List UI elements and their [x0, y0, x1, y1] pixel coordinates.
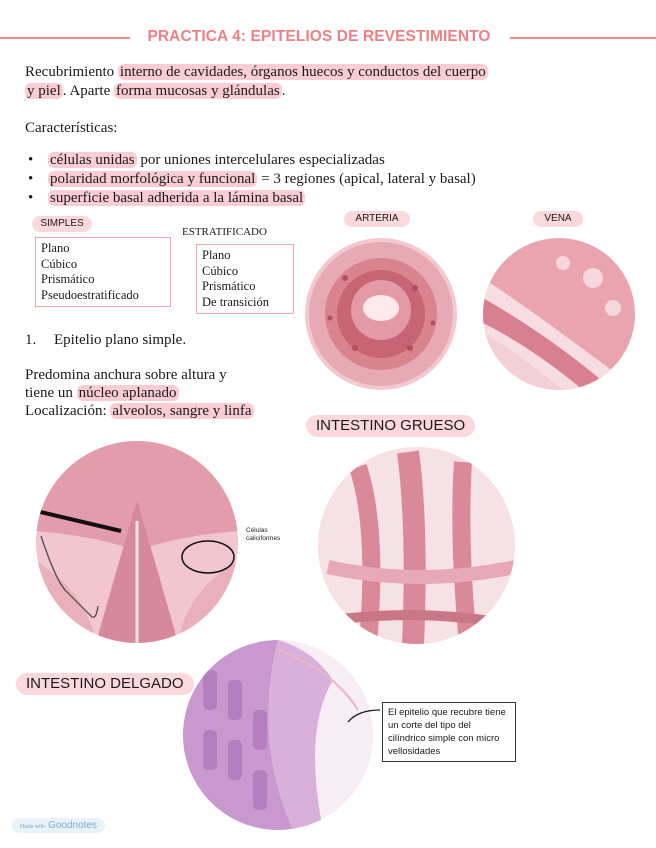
title-rule-left — [0, 37, 130, 39]
arteria-micrograph — [305, 238, 457, 390]
arteria-label: ARTERIA — [344, 211, 410, 227]
description-text: Localización: — [25, 403, 111, 419]
plano-simple-heading — [25, 331, 186, 350]
list-item: Pseudoestratificado — [41, 287, 139, 302]
list-item: Cúbico — [202, 263, 239, 278]
caracteristicas-heading: Características: — [25, 120, 118, 136]
list-item: Plano — [41, 241, 70, 255]
estratificado-label: ESTRATIFICADO — [182, 226, 267, 238]
intestino-delgado-micrograph — [183, 640, 373, 830]
list-item: Plano — [202, 248, 231, 262]
micrograph-left — [36, 441, 238, 643]
intro-highlight-3: forma mucosas y glándulas — [115, 83, 280, 99]
epitelio-note: El epitelio que recubre tiene un corte del tipo del cilíndrico simple con micro vellosidades — [382, 702, 516, 762]
pointer-arrow-icon — [346, 706, 386, 726]
list-item: Cúbico — [41, 256, 78, 271]
simples-label: SIMPLES — [32, 216, 92, 232]
vena-micrograph — [483, 238, 635, 390]
page-title: PRACTICA 4: EPITELIOS DE REVESTIMIENTO — [147, 28, 491, 45]
bullet-highlight: células unidas — [50, 152, 135, 168]
title-rule-right — [510, 37, 656, 39]
list-item: Prismático — [202, 279, 256, 293]
intro-text-3: . — [281, 83, 286, 99]
heading-number: 1. — [25, 332, 37, 348]
caracteristicas-list — [22, 151, 476, 208]
bullet-highlight: superficie basal adherida a la lámina basal — [50, 190, 304, 206]
simples-box — [35, 237, 171, 307]
list-item: De transición — [202, 294, 269, 309]
description-line: Predomina anchura sobre altura y — [25, 367, 227, 383]
list-item — [22, 189, 476, 208]
bullet-highlight: polaridad morfológica y funcional — [50, 171, 256, 187]
plano-simple-description — [25, 366, 315, 420]
description-highlight: alveolos, sangre y linfa — [112, 403, 252, 419]
intro-text-1: Recubrimiento — [25, 64, 118, 80]
watermark-small-text: Made with — [20, 824, 46, 830]
celulas-caliciformes-label: Células caliciformes — [246, 527, 281, 542]
intro-highlight-1: interno de cavidades, órganos huecos y conductos del cuerpo — [119, 64, 486, 80]
goodnotes-badge — [12, 818, 105, 833]
intestino-delgado-label: INTESTINO DELGADO — [16, 673, 194, 695]
list-item — [22, 170, 476, 189]
heading-text: Epitelio plano simple. — [54, 332, 187, 348]
bullet-text: = 3 regiones (apical, lateral y basal) — [257, 171, 476, 187]
intro-paragraph — [25, 63, 625, 101]
vena-label: VENA — [533, 211, 583, 227]
estratificado-box — [196, 244, 294, 314]
intro-text-2: . Aparte — [62, 83, 114, 99]
watermark-brand: Goodnotes — [48, 820, 98, 831]
list-item: Prismático — [41, 272, 95, 286]
description-highlight: núcleo aplanado — [78, 385, 177, 401]
intestino-grueso-label: INTESTINO GRUESO — [306, 415, 475, 437]
intestino-grueso-micrograph — [318, 447, 515, 644]
bullet-text: por uniones intercelulares especializadas — [136, 152, 385, 168]
intro-highlight-2: y piel — [27, 83, 61, 99]
list-item — [22, 151, 476, 170]
description-text: tiene un — [25, 385, 77, 401]
